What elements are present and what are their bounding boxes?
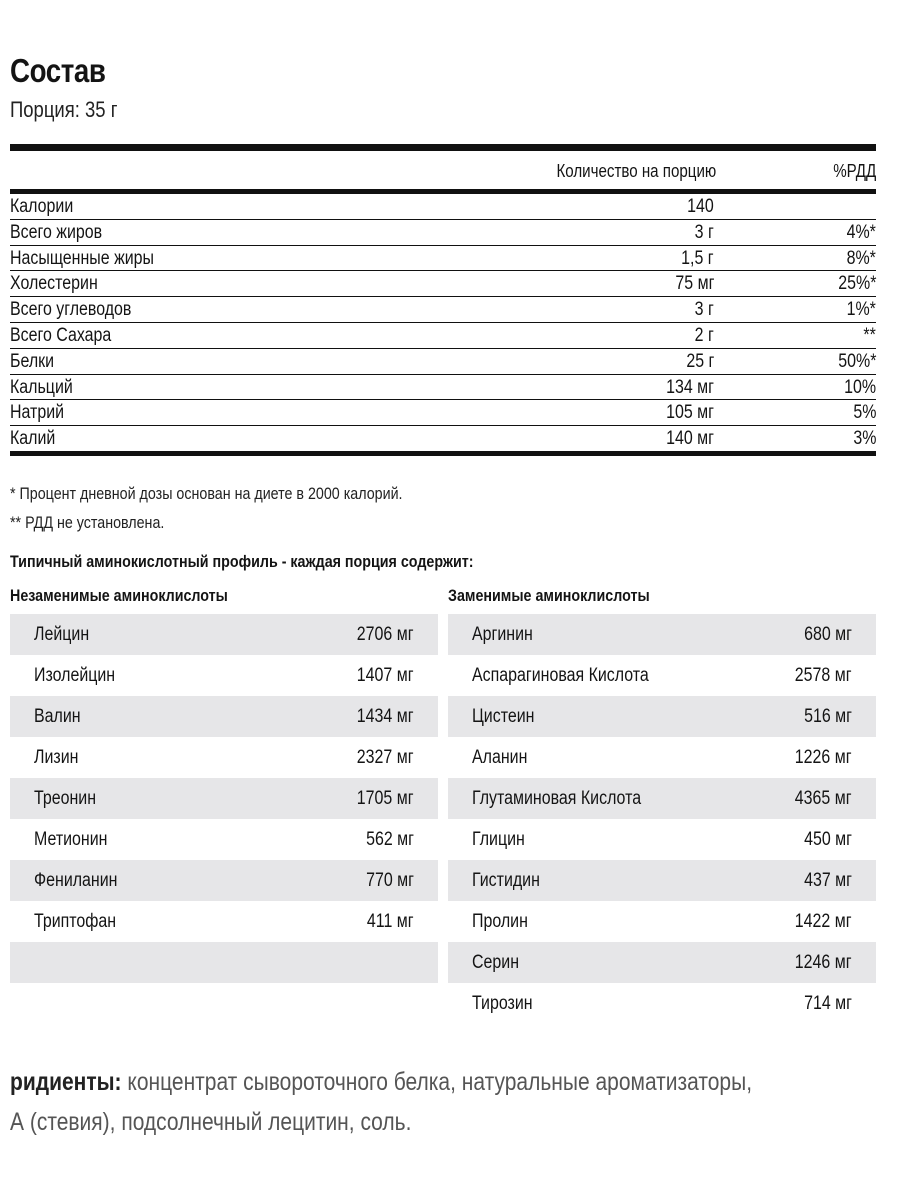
footnote-2: ** РДД не установлена. bbox=[10, 513, 165, 532]
ingredients-line-2: А (стевия), подсолнечный лецитин, соль. bbox=[10, 1108, 412, 1136]
amino-name: Глутаминовая Кислота bbox=[472, 788, 642, 809]
nutrition-row bbox=[10, 349, 876, 375]
nutrient-rdd: 25%* bbox=[837, 273, 876, 295]
amino-name: Метионин bbox=[34, 829, 108, 850]
portion-size: Порция: 35 г bbox=[10, 97, 118, 122]
nutrition-header bbox=[10, 151, 876, 194]
nutrition-table bbox=[10, 144, 876, 456]
nutrition-row bbox=[10, 246, 876, 272]
ingredients-label: ридиенты: bbox=[10, 1068, 122, 1096]
amino-name: Триптофан bbox=[34, 911, 117, 932]
amino-name: Лизин bbox=[34, 747, 79, 768]
nutrient-name: Всего углеводов bbox=[10, 299, 132, 321]
nutrient-name: Калий bbox=[10, 428, 56, 450]
nutrient-amount: 140 bbox=[687, 196, 714, 217]
header-amount: Количество на порцию bbox=[556, 161, 716, 181]
amino-name: Серин bbox=[472, 952, 520, 973]
amino-name: Валин bbox=[34, 706, 81, 727]
nutrient-name: Всего жиров bbox=[10, 221, 103, 243]
footnote-1: * Процент дневной дозы основан на диете в 2000 калорий. bbox=[10, 484, 403, 503]
nutrient-amount: 25 г bbox=[685, 350, 714, 372]
amino-value: 1434 мг bbox=[357, 706, 414, 727]
amino-name: Аргинин bbox=[472, 624, 533, 645]
footnotes bbox=[10, 479, 403, 537]
nutrient-name: Насыщенные жиры bbox=[10, 247, 155, 269]
amino-row bbox=[448, 737, 876, 778]
nutrient-amount: 134 мг bbox=[666, 376, 714, 398]
amino-name: Аланин bbox=[472, 747, 528, 768]
amino-value: 770 мг bbox=[366, 870, 414, 891]
amino-row bbox=[10, 942, 438, 983]
amino-row bbox=[448, 901, 876, 942]
amino-value: 411 мг bbox=[367, 911, 414, 932]
amino-row bbox=[448, 983, 876, 1024]
page-title: Состав bbox=[10, 52, 106, 89]
amino-value: 4365 мг bbox=[795, 788, 852, 809]
amino-row bbox=[10, 737, 438, 778]
nutrient-amount: 3 г bbox=[694, 299, 714, 321]
amino-row bbox=[10, 860, 438, 901]
essential-amino-list bbox=[10, 614, 438, 983]
nutrient-rdd: 10% bbox=[844, 376, 876, 398]
amino-row bbox=[10, 614, 438, 655]
nutrition-row bbox=[10, 271, 876, 297]
nutrition-row bbox=[10, 194, 876, 220]
header-rdd: %РДД bbox=[833, 161, 876, 181]
nutrient-name: Кальций bbox=[10, 376, 73, 398]
amino-value: 1226 мг bbox=[795, 747, 852, 768]
nutrition-row bbox=[10, 400, 876, 426]
amino-value: 1705 мг bbox=[357, 788, 414, 809]
amino-name: Пролин bbox=[472, 911, 528, 932]
amino-row bbox=[448, 778, 876, 819]
nutrition-row bbox=[10, 375, 876, 401]
nutrient-amount: 75 мг bbox=[675, 273, 714, 295]
amino-name: Треонин bbox=[34, 788, 97, 809]
essential-title: Незаменимые аминоклислоты bbox=[10, 586, 228, 605]
nutrient-amount: 140 мг bbox=[666, 428, 714, 450]
nutrient-rdd: 3% bbox=[852, 428, 876, 450]
nutrition-row bbox=[10, 220, 876, 246]
nutrient-name: Натрий bbox=[10, 402, 65, 424]
amino-row bbox=[448, 819, 876, 860]
nutrient-name: Холестерин bbox=[10, 273, 98, 295]
amino-row bbox=[10, 696, 438, 737]
amino-row bbox=[10, 778, 438, 819]
amino-name: Фениланин bbox=[34, 870, 118, 891]
amino-value: 1422 мг bbox=[795, 911, 852, 932]
ingredients-text-1: концентрат сывороточного белка, натуральные ароматизаторы, bbox=[121, 1068, 753, 1096]
nutrition-row bbox=[10, 323, 876, 349]
amino-profile-title: Типичный аминокислотный профиль - каждая порция содержит: bbox=[10, 552, 474, 571]
amino-row bbox=[448, 942, 876, 983]
amino-value: 516 мг bbox=[804, 706, 852, 727]
nutrient-rdd: 5% bbox=[852, 402, 876, 424]
nutrient-name: Всего Сахара bbox=[10, 324, 112, 346]
amino-name: Лейцин bbox=[34, 624, 90, 645]
nutrition-row bbox=[10, 426, 876, 456]
amino-value: 2578 мг bbox=[795, 665, 852, 686]
nutrient-amount: 105 мг bbox=[666, 402, 714, 424]
nonessential-amino-list bbox=[448, 614, 876, 1024]
amino-name: Аспарагиновая Кислота bbox=[472, 665, 649, 686]
nutrient-rdd: 8%* bbox=[846, 247, 876, 269]
amino-row bbox=[448, 655, 876, 696]
nutrition-row bbox=[10, 297, 876, 323]
nutrient-rdd: 1%* bbox=[846, 299, 876, 321]
amino-row bbox=[10, 901, 438, 942]
ingredients-line-1 bbox=[10, 1062, 752, 1102]
amino-row bbox=[10, 655, 438, 696]
nutrient-name: Калории bbox=[10, 196, 74, 217]
nutrient-amount: 3 г bbox=[694, 221, 714, 243]
nonessential-title: Заменимые аминоклислоты bbox=[448, 586, 650, 605]
amino-name: Гистидин bbox=[472, 870, 540, 891]
nutrient-name: Белки bbox=[10, 350, 55, 372]
amino-row bbox=[448, 614, 876, 655]
amino-value: 1246 мг bbox=[795, 952, 852, 973]
amino-row bbox=[448, 860, 876, 901]
amino-value: 562 мг bbox=[366, 829, 414, 850]
amino-name: Цистеин bbox=[472, 706, 535, 727]
nutrient-rdd: ** bbox=[863, 324, 876, 346]
amino-name: Изолейцин bbox=[34, 665, 116, 686]
amino-name: Глицин bbox=[472, 829, 525, 850]
amino-name: Тирозин bbox=[472, 993, 533, 1014]
amino-value: 2327 мг bbox=[357, 747, 414, 768]
nutrient-amount: 2 г bbox=[694, 324, 714, 346]
amino-value: 437 мг bbox=[804, 870, 852, 891]
nutrient-amount: 1,5 г bbox=[681, 247, 714, 269]
nutrient-rdd: 4%* bbox=[846, 221, 876, 243]
nutrient-rdd: 50%* bbox=[837, 350, 876, 372]
amino-value: 714 мг bbox=[804, 993, 852, 1014]
amino-row bbox=[448, 696, 876, 737]
table-top-rule bbox=[10, 144, 876, 151]
amino-row bbox=[10, 819, 438, 860]
amino-value: 680 мг bbox=[804, 624, 852, 645]
amino-value: 1407 мг bbox=[357, 665, 414, 686]
amino-value: 450 мг bbox=[804, 829, 852, 850]
amino-value: 2706 мг bbox=[357, 624, 414, 645]
ingredients bbox=[10, 1062, 752, 1142]
